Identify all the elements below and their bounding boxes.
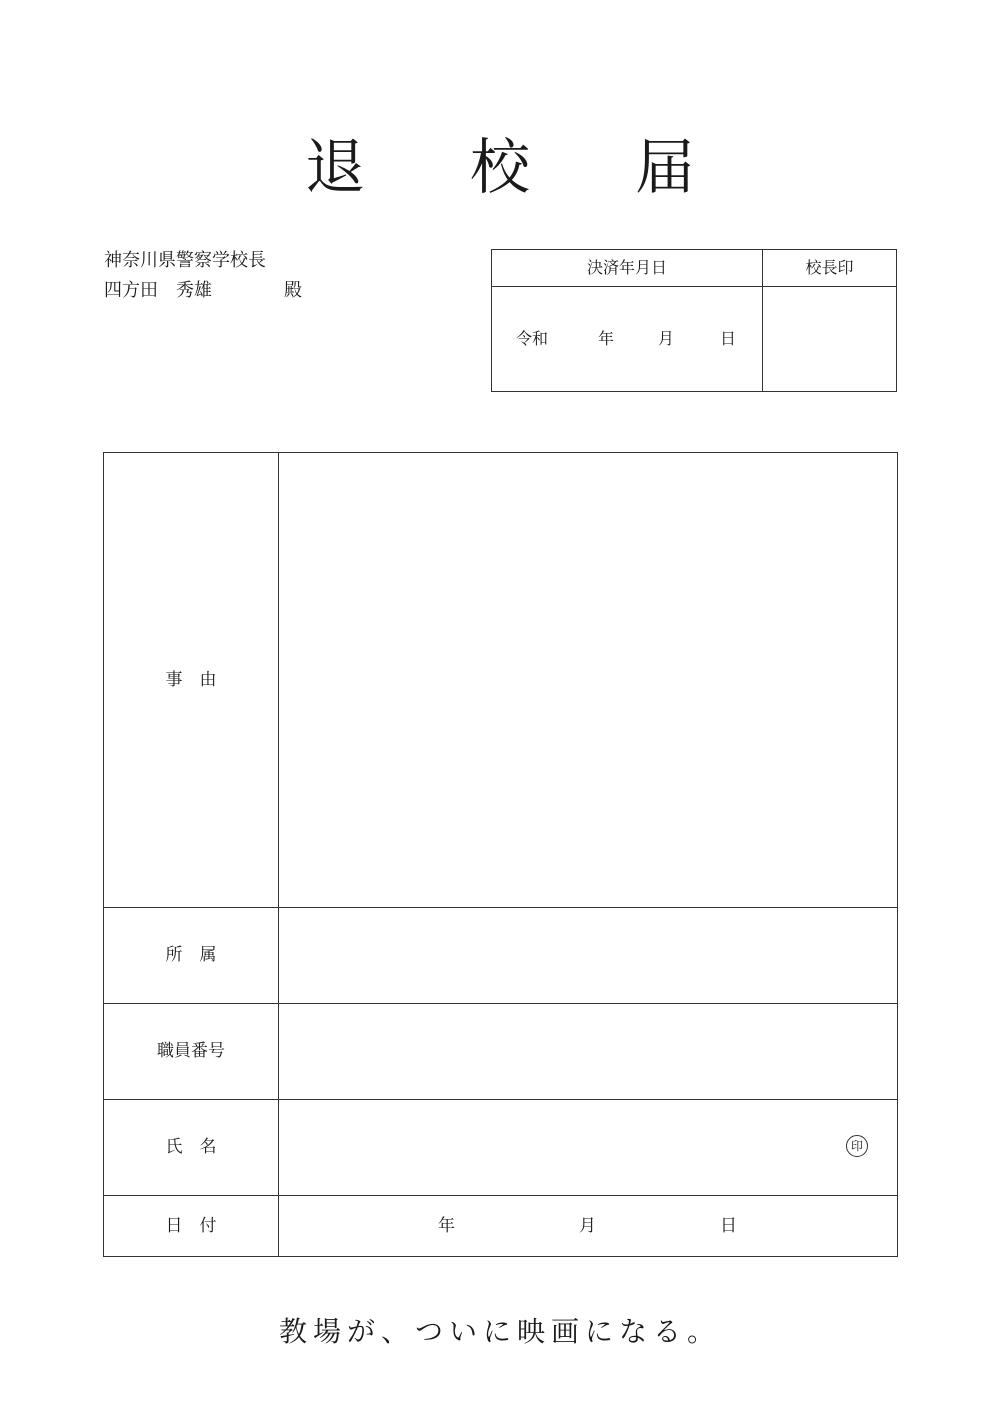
title-char-3: 届 [635, 133, 695, 203]
name-label: 氏 名 [165, 1137, 217, 1157]
affiliation-label: 所 属 [165, 945, 217, 965]
approval-date-header: 決済年月日 [586, 258, 667, 277]
name-field[interactable] [280, 1100, 897, 1195]
staff-number-label: 職員番号 [157, 1041, 225, 1061]
principal-seal-header: 校長印 [805, 258, 854, 277]
title-char-1: 退 [305, 133, 365, 203]
approval-day-unit: 日 [720, 329, 737, 348]
principal-seal-field[interactable] [764, 288, 896, 391]
addressee-title: 神奈川県警察学校長 [104, 250, 266, 271]
approval-divider-horizontal [492, 286, 896, 287]
date-month-unit: 月 [579, 1216, 596, 1236]
staff-number-field[interactable] [280, 1004, 897, 1099]
date-day-unit: 日 [720, 1216, 737, 1236]
reason-field[interactable] [280, 453, 897, 907]
addressee-honorific: 殿 [284, 280, 302, 301]
addressee-block [104, 246, 302, 306]
document-title [0, 128, 1000, 208]
addressee-name: 四方田 秀雄 [104, 280, 212, 301]
approval-box [491, 249, 897, 392]
reason-label: 事 由 [165, 670, 217, 690]
approval-month-unit: 月 [658, 329, 675, 348]
form-table [103, 452, 898, 1257]
approval-year-unit: 年 [598, 329, 615, 348]
approval-era: 令和 [516, 329, 549, 348]
date-label: 日 付 [165, 1216, 217, 1236]
title-char-2: 校 [470, 133, 530, 203]
seal-mark-icon: 印 [846, 1135, 868, 1157]
affiliation-field[interactable] [280, 908, 897, 1003]
date-year-unit: 年 [438, 1216, 455, 1236]
tagline: 教場が、ついに映画になる。 [278, 1315, 721, 1348]
form-divider-vertical [278, 453, 279, 1256]
